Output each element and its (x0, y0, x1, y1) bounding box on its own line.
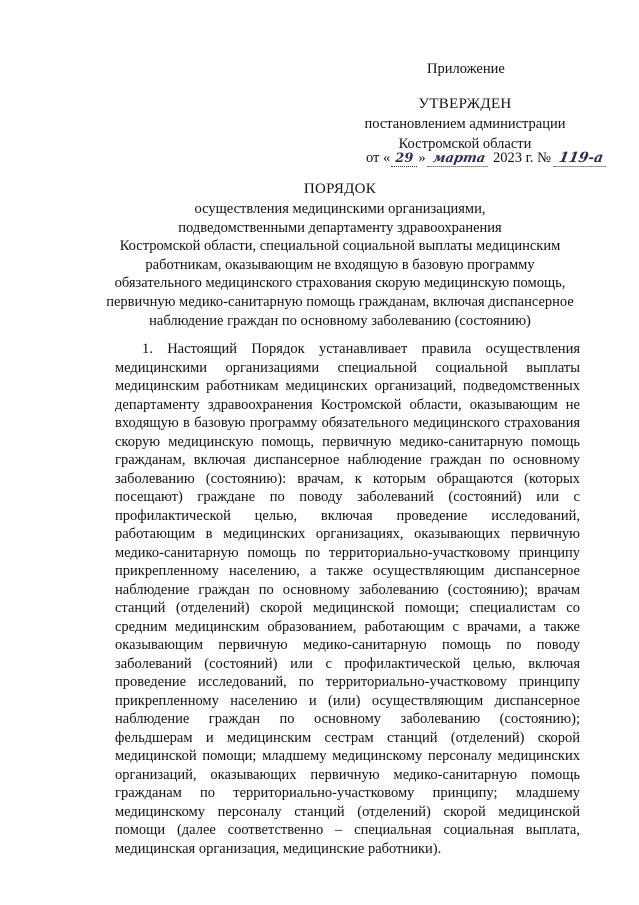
subtitle-line: наблюдение граждан по основному заболеванию (состоянию) (149, 312, 531, 329)
paragraph-1: 1. Настоящий Порядок устанавливает правила осуществления медицинскими организациями специальной социальной выплаты медицинским работникам медицинских организаций, подведомственных департаменту здравоохранения Костромской области, оказывающим не входящую в базовую программу обязательного медицинского страхования скорую медицинскую помощь, первичную медико-санитарную помощь гражданам, включая диспансерное наблюдение граждан по основному заболеванию (состоянию): врачам, к которым обращаются (которых посещают) граждане по поводу заболеваний (состояний) или с профилактической целью, включая проведение исследований, работающим в медицинских организациях, оказывающих первичную медико-санитарную помощь по территориально-участковому принципу прикрепленному населению, а также осуществляющим диспансерное наблюдение граждан по основному заболеванию (состоянию); врачам станций (отделений) скорой медицинской помощи; специалистам со средним медицинским образованием, работающим с врачами, а также оказывающим первичную медико-санитарную помощь по поводу заболеваний (состояний) или с профилактической целью, включая проведение исследований, по территориально-участковому принципу прикрепленному населению и (или) осуществляющим диспансерное наблюдение граждан по основному заболеванию (состоянию); фельдшерам и медицинским сестрам станций (отделений) скорой медицинской помощи; младшему медицинскому персоналу медицинских организаций, оказывающих первичную медико-санитарную помощь гражданам по территориально-участковому принципу; младшему медицинскому персоналу станций (отделений) скорой медицинской помощи (далее соответственно – специальная социальная выплата, медицинская организация, медицинские работники). (115, 341, 580, 857)
subtitle-line: работникам, оказывающим не входящую в базовую программу (145, 256, 535, 273)
approved-title: УТВЕРЖДЕН (418, 96, 512, 112)
date-year: 2023 г. № (492, 150, 551, 166)
handwritten-month: марта (428, 151, 491, 167)
subtitle-line: обязательного медицинского страхования скорую медицинскую помощь, (114, 275, 566, 292)
approved-by-line-2: Костромской области (398, 136, 532, 152)
order-date-number-line (366, 150, 607, 167)
handwritten-day: 29 (391, 151, 417, 167)
subtitle-line: Костромской области, специальной социальной выплаты медицинским (119, 238, 561, 255)
approved-by-line-1: постановлением администрации (364, 116, 566, 132)
appendix-label: Приложение (427, 61, 505, 77)
date-mid: » (418, 150, 426, 166)
approval-block (340, 94, 590, 154)
date-prefix: от « (366, 150, 391, 166)
document-title: ПОРЯДОК (303, 181, 377, 197)
subtitle-line: подведомственными департаменту здравоохранения (178, 219, 502, 236)
subtitle-line: осуществления медицинскими организациями, (194, 201, 486, 217)
subtitle-line: первичную медико-санитарную помощь гражданам, включая диспансерное (106, 293, 574, 310)
document-subtitle (70, 200, 610, 330)
handwritten-doc-number: 119-а (553, 150, 608, 167)
